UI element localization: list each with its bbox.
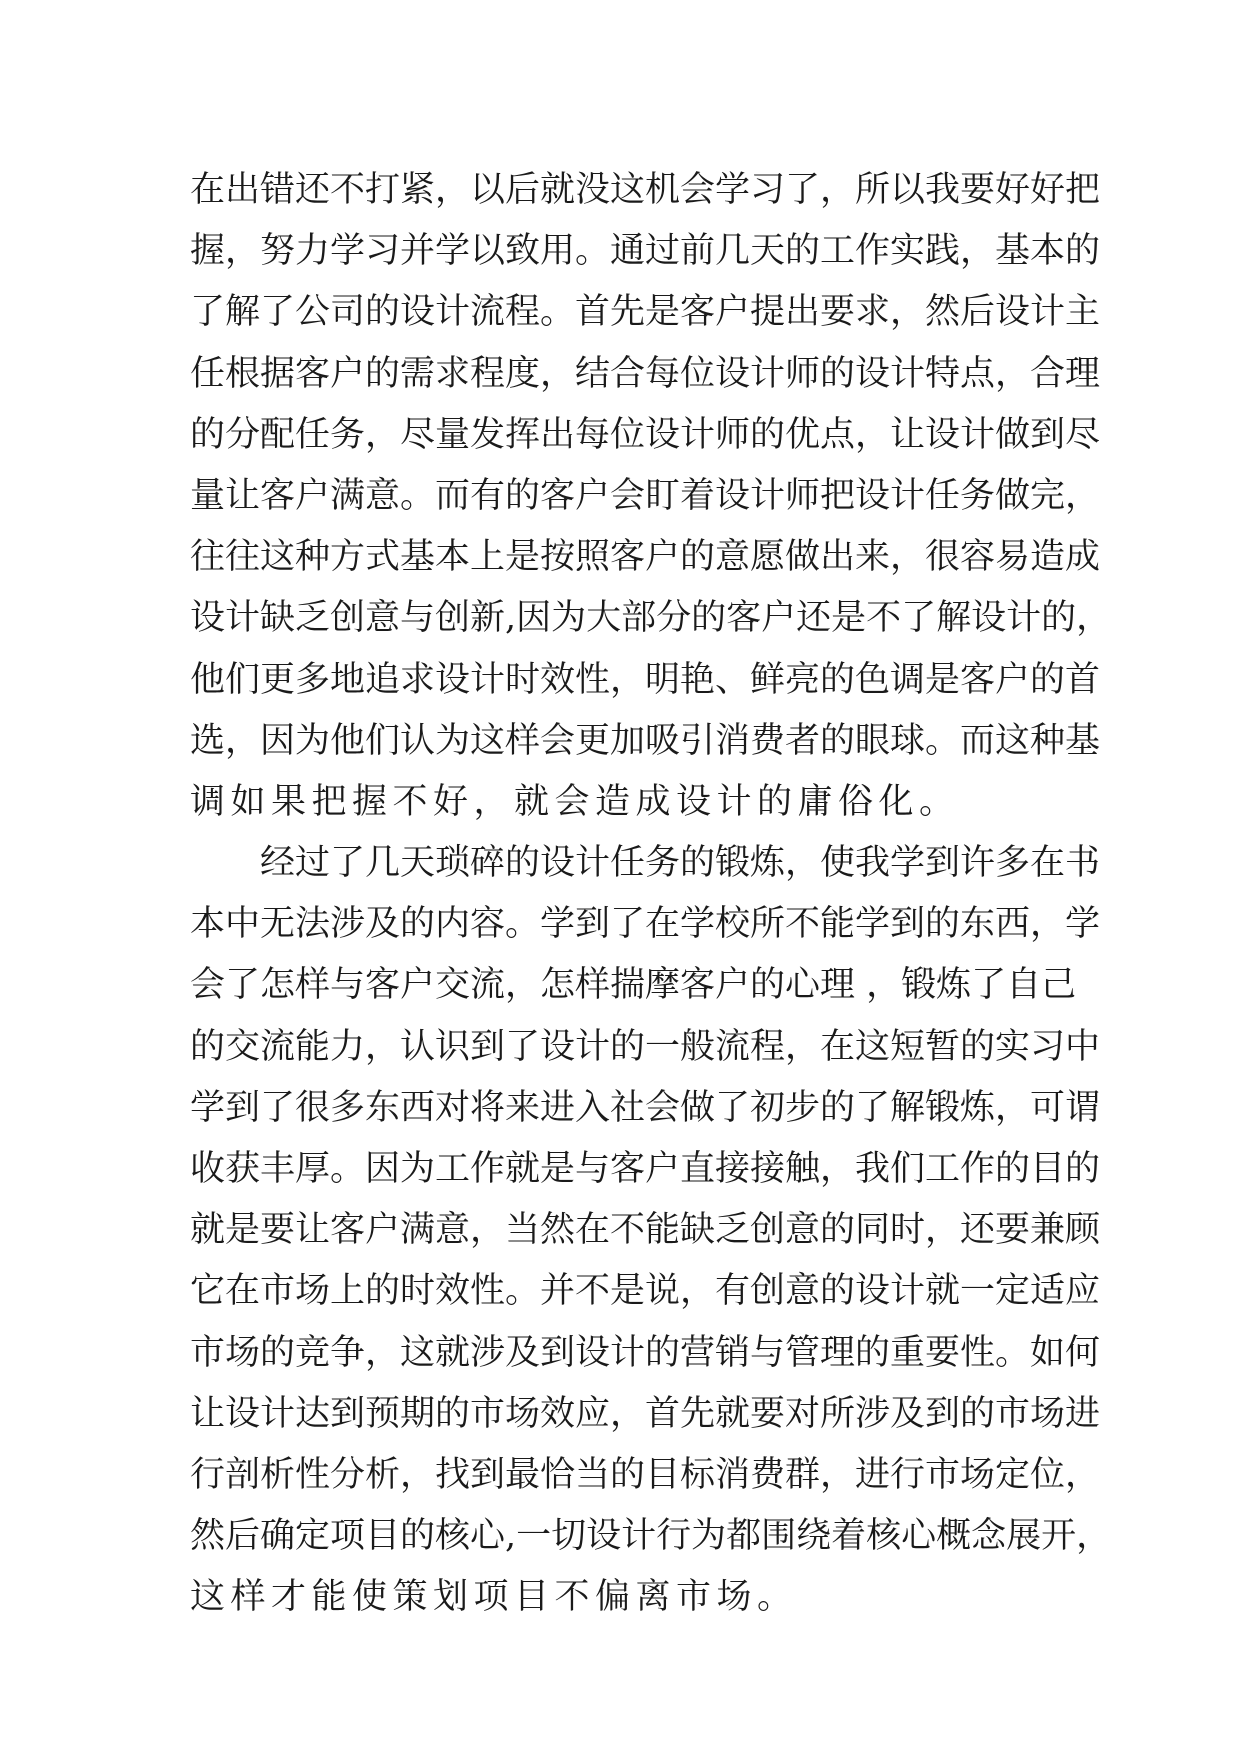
text-line: 量让客户满意。而有的客户会盯着设计师把设计任务做完，	[190, 475, 1101, 516]
text-line: 他们更多地追求设计时效性，明艳、鲜亮的色调是客户的首	[190, 659, 1101, 700]
text-line: 的分配任务，尽量发挥出每位设计师的优点，让设计做到尽	[190, 414, 1101, 455]
text-line: 学到了很多东西对将来进入社会做了初步的了解锻炼，可谓	[190, 1087, 1101, 1128]
paragraph-1	[190, 160, 1112, 833]
text-line: 它在市场上的时效性。并不是说，有创意的设计就一定适应	[190, 1271, 1101, 1312]
text-line: 市场的竞争，这就涉及到设计的营销与管理的重要性。如何	[190, 1332, 1101, 1373]
text-line: 行剖析性分析，找到最恰当的目标消费群，进行市场定位，	[190, 1454, 1101, 1495]
document-body	[190, 160, 1112, 1629]
text-line: 调如果把握不好，就会造成设计的庸俗化。	[190, 781, 960, 822]
text-line: 然后确定项目的核心,一切设计行为都围绕着核心概念展开，	[190, 1516, 1112, 1557]
text-line: 任根据客户的需求程度，结合每位设计师的设计特点，合理	[190, 353, 1101, 394]
text-line: 经过了几天琐碎的设计任务的锻炼，使我学到许多在书	[260, 843, 1101, 884]
text-line: 这样才能使策划项目不偏离市场。	[190, 1577, 798, 1618]
text-line: 本中无法涉及的内容。学到了在学校所不能学到的东西，学	[190, 904, 1101, 945]
text-line: 收获丰厚。因为工作就是与客户直接接触，我们工作的目的	[190, 1149, 1101, 1189]
text-line: 选，因为他们认为这样会更加吸引消费者的眼球。而这种基	[190, 720, 1101, 761]
text-line: 设计缺乏创意与创新,因为大部分的客户还是不了解设计的，	[190, 598, 1112, 639]
text-line: 的交流能力，认识到了设计的一般流程，在这短暂的实习中	[190, 1026, 1101, 1067]
text-line: 会了怎样与客户交流，怎样揣摩客户的心理 ，锻炼了自己	[190, 965, 1077, 1006]
text-line: 往往这种方式基本上是按照客户的意愿做出来，很容易造成	[190, 537, 1101, 578]
text-line: 在出错还不打紧，以后就没这机会学习了，所以我要好好把	[190, 170, 1101, 210]
text-line: 就是要让客户满意，当然在不能缺乏创意的同时，还要兼顾	[190, 1210, 1101, 1251]
text-line: 了解了公司的设计流程。首先是客户提出要求，然后设计主	[190, 292, 1101, 333]
text-line: 握，努力学习并学以致用。通过前几天的工作实践，基本的	[190, 231, 1101, 272]
paragraph-2	[190, 833, 1112, 1628]
text-line: 让设计达到预期的市场效应，首先就要对所涉及到的市场进	[190, 1393, 1101, 1434]
